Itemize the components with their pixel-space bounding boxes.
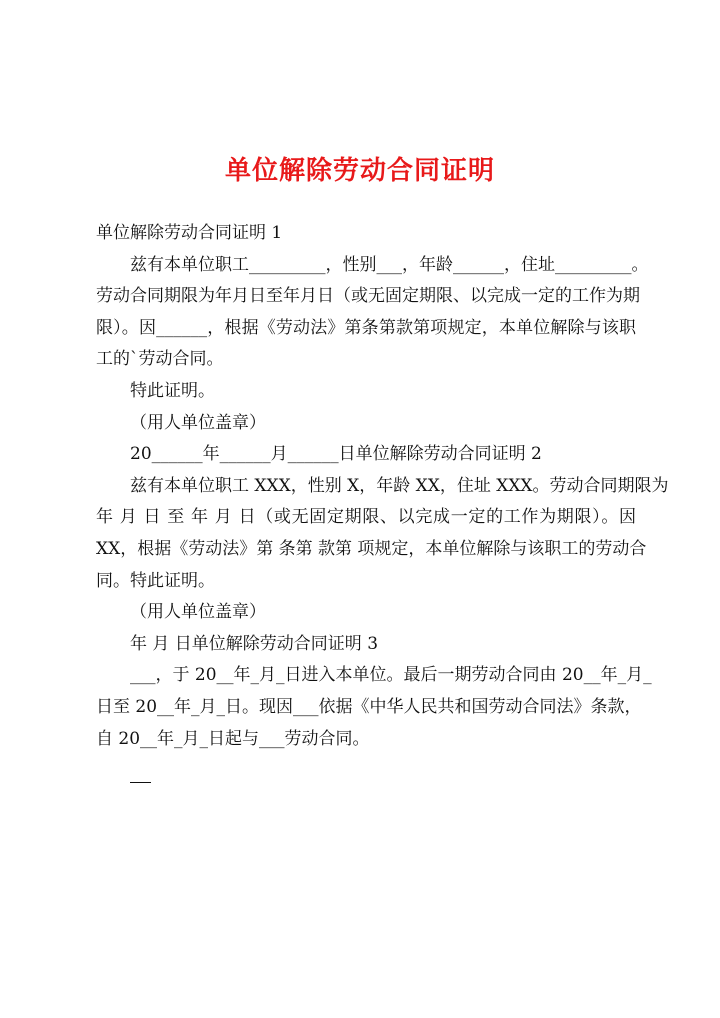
paragraph-line: 自 20__年_月_日起与___劳动合同。 bbox=[96, 728, 370, 749]
paragraph-line: XX，根据《劳动法》第 条第 款第 项规定，本单位解除与该职工的劳动合 bbox=[96, 538, 647, 559]
paragraph-line: 限）。因______，根据《劳动法》第条第款第项规定，本单位解除与该职 bbox=[96, 317, 636, 338]
seal-line: （用人单位盖章） bbox=[130, 602, 266, 623]
date-heading-2: 20______年______月______日单位解除劳动合同证明 2 bbox=[130, 444, 542, 465]
section-heading-1: 单位解除劳动合同证明 1 bbox=[96, 223, 283, 243]
paragraph-line: 兹有本单位职工 XXX，性别 X，年龄 XX，住址 XXX。劳动合同期限为 bbox=[130, 475, 669, 496]
paragraph-line: 工的`劳动合同。 bbox=[96, 349, 224, 370]
certification-line: 特此证明。 bbox=[130, 380, 215, 401]
paragraph-line: ___，于 20__年_月_日进入本单位。最后一期劳动合同由 20__年_月_ bbox=[130, 665, 652, 686]
paragraph-line: 同。特此证明。 bbox=[96, 570, 215, 591]
seal-line: （用人单位盖章） bbox=[130, 412, 266, 433]
paragraph-line: 兹有本单位职工_________，性别___，年龄______，住址_________。 bbox=[130, 254, 649, 275]
paragraph-line: 日至 20__年_月_日。现因___依据《中华人民共和国劳动合同法》条款， bbox=[96, 696, 642, 717]
document-body bbox=[96, 218, 669, 783]
paragraph-line: 年 月 日 至 年 月 日（或无固定期限、以完成一定的工作为期限）。因 bbox=[96, 507, 636, 528]
blank-underline bbox=[130, 782, 151, 783]
date-heading-3: 年 月 日单位解除劳动合同证明 3 bbox=[130, 633, 379, 654]
document-title: 单位解除劳动合同证明 bbox=[224, 156, 495, 186]
paragraph-line: 劳动合同期限为年月日至年月日（或无固定期限、以完成一定的工作为期 bbox=[96, 286, 640, 307]
